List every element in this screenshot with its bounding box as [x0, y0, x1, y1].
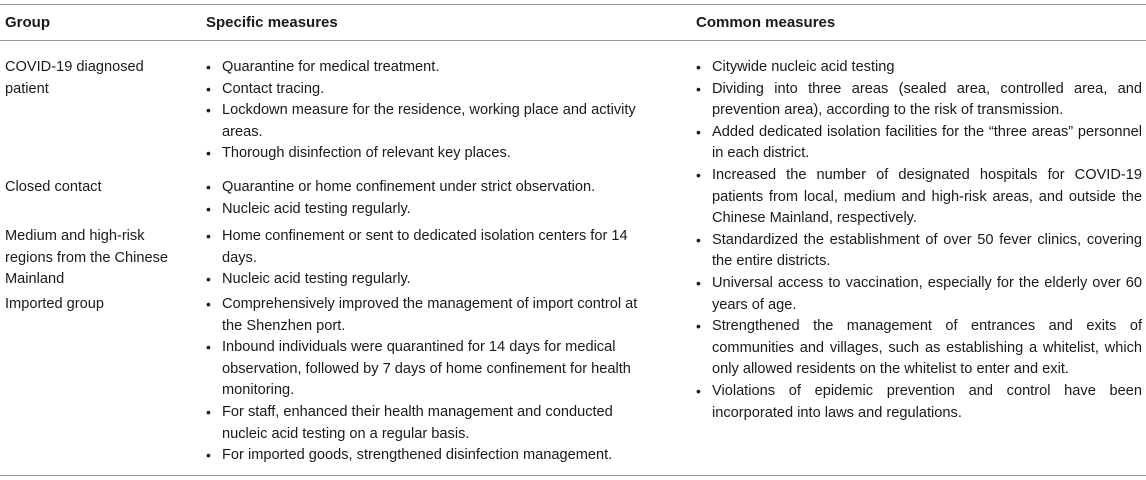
list-item: • Contact tracing. — [204, 79, 649, 101]
list-item: • Violations of epidemic prevention and control have been incorporated into laws and regulations. — [694, 381, 1142, 424]
group-label-risk-regions: Medium and high-risk regions from the Chinese Mainland — [5, 228, 169, 288]
header-specific-measures: Specific measures — [206, 14, 338, 31]
list-item: • Quarantine or home confinement under strict observation. — [204, 177, 649, 199]
list-item: • Home confinement or sent to dedicated isolation centers for 14 days. — [204, 226, 649, 269]
list-item: • Comprehensively improved the management of import control at the Shenzhen port. — [204, 294, 649, 337]
table-top-rule — [0, 4, 1146, 5]
list-item: • Standardized the establishment of over 50 fever clinics, covering the entire districts. — [694, 230, 1142, 273]
table-header-rule — [0, 40, 1146, 41]
list-item: • Universal access to vaccination, especially for the elderly over 60 years of age. — [694, 273, 1142, 316]
list-item: • Inbound individuals were quarantined for 14 days for medical observation, followed by 7 days of home confinement for health monitoring. — [204, 337, 649, 402]
specific-list-closed-contact — [204, 177, 649, 220]
list-item: • Lockdown measure for the residence, working place and activity areas. — [204, 100, 649, 143]
group-label-diagnosed: COVID-19 diagnosed patient — [5, 59, 144, 97]
list-item: • Citywide nucleic acid testing — [694, 57, 1142, 79]
group-label-imported: Imported group — [5, 296, 104, 312]
header-common-measures: Common measures — [696, 14, 836, 31]
list-item: • Increased the number of designated hospitals for COVID-19 patients from local, medium and high-risk areas, and outside the Chinese Mainland, respectively. — [694, 165, 1142, 230]
header-group: Group — [5, 14, 50, 31]
list-item: • For staff, enhanced their health management and conducted nucleic acid testing on a regular basis. — [204, 402, 649, 445]
group-label-closed-contact: Closed contact — [5, 179, 102, 195]
specific-list-imported — [204, 294, 649, 467]
specific-list-diagnosed — [204, 57, 649, 165]
list-item: • Added dedicated isolation facilities for the “three areas” personnel in each district. — [694, 122, 1142, 165]
specific-list-risk-regions — [204, 226, 649, 291]
common-measures-list — [694, 57, 1142, 424]
list-item: • Dividing into three areas (sealed area, controlled area, and prevention area), according to the risk of transmission. — [694, 79, 1142, 122]
list-item: • Quarantine for medical treatment. — [204, 57, 649, 79]
table-bottom-rule — [0, 475, 1146, 476]
list-item: • Nucleic acid testing regularly. — [204, 199, 649, 221]
list-item: • For imported goods, strengthened disinfection management. — [204, 445, 649, 467]
list-item: • Thorough disinfection of relevant key places. — [204, 143, 649, 165]
list-item: • Strengthened the management of entrances and exits of communities and villages, such as establishing a whitelist, which only allowed residents on the whitelist to enter and exit. — [694, 316, 1142, 381]
list-item: • Nucleic acid testing regularly. — [204, 269, 649, 291]
